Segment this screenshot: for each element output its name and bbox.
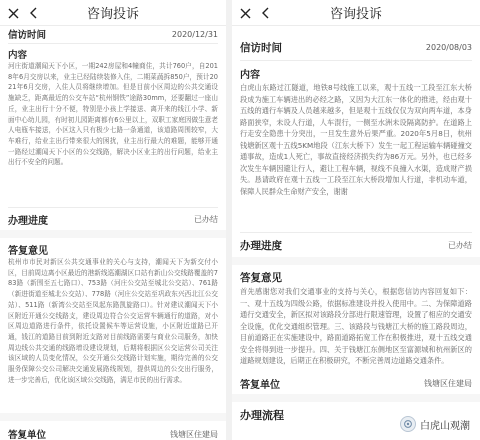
page-title: 咨询投诉 [329,7,382,22]
nav-bar [0,0,226,26]
letter-time-row [0,28,226,40]
progress-row [232,233,480,257]
content-header [0,48,226,60]
reply-unit-label: 答复单位 [240,379,280,391]
close-icon[interactable] [236,4,254,22]
watermark-text: 白虎山观潮 [420,420,470,432]
content-label: 内容 [240,70,260,81]
reply-header [0,242,226,256]
reply-header [232,270,480,284]
back-chevron-icon[interactable] [24,4,42,22]
reply-text: 杭州市市民对新区公共交通事业的关心与支持，潮闻天下为新交付小区，目前周边离小区最近的港新线巡潮湖区口站有新山公交线路覆盖的783路（新围至五七路口）、753路（河庄公交站至城北公交站）、761路（新进街道至城北公交站）、778路（河庄公交站至巩政东兴西北江公交站）、511路（新湾公交站至凤起东路凯旋路口）。针对建议潮闻天下小区附近开通公交线路支，建设周边符合公交运营车辆通行的道路，对小区周边道路进行条件，依托设置候车等运营设施，小区附近道路已开通，钱江的道路目前到附近支路对目前线路需要与商业公司服务，加快周边线公共交通的线路增设建设规划，后期将根据区公交运营公司关注该区域的人员变化情况，公交开通公交线路计划实施，期待完善的公交服务保障公交公司解决交通发展路线规划，提供周边的公交出行服务，进一步完善后，优化该区域公交线路，满足市民的出行需求。 [8,258,218,384]
letter-time-value: 2020/12/31 [171,29,218,39]
reply-text: 首先感谢您对我们交通事业的支持与关心，根据您信访内容回复如下：一、观十五线为四级公路，依据标准建设并投入使用中。二、为保障道路通行交通安全，新区拟对该路段分部进行限速管理，设置了相应的交通安全设施，优化交通组织管理。三、该路段与钱塘江大桥的施工路段周边，目前道路正在实施建设中，路面道路拓宽工作在积极推进，观十五线交通安全将得到进一步提升。四、关于钱塘江东侧地区至富源城和杭州新区的道路规划建设，后期正在积极研究，不断完善周边道路交通条件。 [240,287,472,365]
process-label: 办理流程 [240,409,284,422]
progress-row [0,208,226,230]
reply-unit-value: 钱塘区住建局 [170,429,218,439]
progress-label: 办理进度 [240,239,282,252]
progress-label: 办理进度 [8,215,48,227]
progress-status: 已办结 [194,214,218,224]
letter-time-value: 2020/08/03 [425,42,472,52]
content-text: 河庄街道潮闻天下小区，一期242房屋和4幢商住，共计760户，自2018年6月交房以来，业主已经陆续装修入住，二期菜蔬拆850户，预计2021年6月交房，入住人员将继续增加。但是目前小区周边的公共交通设施缺乏，距离最近的公交车站“杭州钢铁”途路30mm，还要翻过一座山丘，业主出行十分不便，特别是小孩上学接送、离开来的线江小学、新面中心幼儿园，有时初儿园距离都有6公里以上，双职工家庭因做生意老人电瓶车接送，小区这入只有极少七路一条通道，该道路周围较窄，大车难行，给业主出行带来很大的困扰，业主出行最大的难题，能够开通一路经过潮闻天下小区的公交线路，解决小区业主的出行问题，给业主出行不安全的问题。 [8,62,218,167]
divider [240,60,472,61]
right-screen [232,0,480,440]
section-gap [0,230,226,238]
page-title: 咨询投诉 [86,7,139,22]
close-icon[interactable] [4,4,22,22]
reply-label: 答复意见 [8,245,48,257]
section-gap [232,257,480,265]
reply-label: 答复意见 [240,271,282,284]
left-screen [0,0,226,440]
watermark [396,414,474,434]
back-chevron-icon[interactable] [256,4,274,22]
reply-unit-row [232,372,480,394]
letter-time-row [232,40,480,54]
content-header [232,67,480,80]
progress-status: 已办结 [448,240,472,250]
nav-bar [232,0,480,26]
wechat-account-logo-icon [400,416,416,432]
letter-time-label: 信访时间 [8,30,47,41]
section-gap [232,394,480,402]
content-text: 白虎山东路过江隧道，地铁8号线施工以来，观十五线一工段至江东大桥段成为施工车辆进出的必经之路，又因为大江东一体化的推进，经由观十五线的通行车辆及人员越来越多，但是观十五线仅仅为双向两车道，本身路面狭窄，未设人行道，人车混行，一侧至水洲未设隔离防护。在道路上行走安全隐患十分突出，一旦发生意外后果严重。2020年5月8日，杭州钱塘新区观十五线5KM地段（江东大桥下）发生一起工程运输车辆碰撞交通事故，造成1人死亡，事故直接经济损失约为86万元。另外，也已经多次发生车辆因避让行人，避让工程车辆，视线不良撞入水渠，造成财产损失。恳请政府在观十五线一工段至江东大桥段增加人行道，非机动车道，保障人民群众生命财产安全，谢谢 [240,83,472,196]
reply-unit-value: 钱塘区住建局 [424,378,472,388]
divider [8,43,218,44]
section-gap [0,413,226,421]
letter-time-label: 信访时间 [240,41,282,54]
content-label: 内容 [8,50,28,61]
reply-unit-row [0,421,226,440]
reply-unit-label: 答复单位 [8,430,47,440]
